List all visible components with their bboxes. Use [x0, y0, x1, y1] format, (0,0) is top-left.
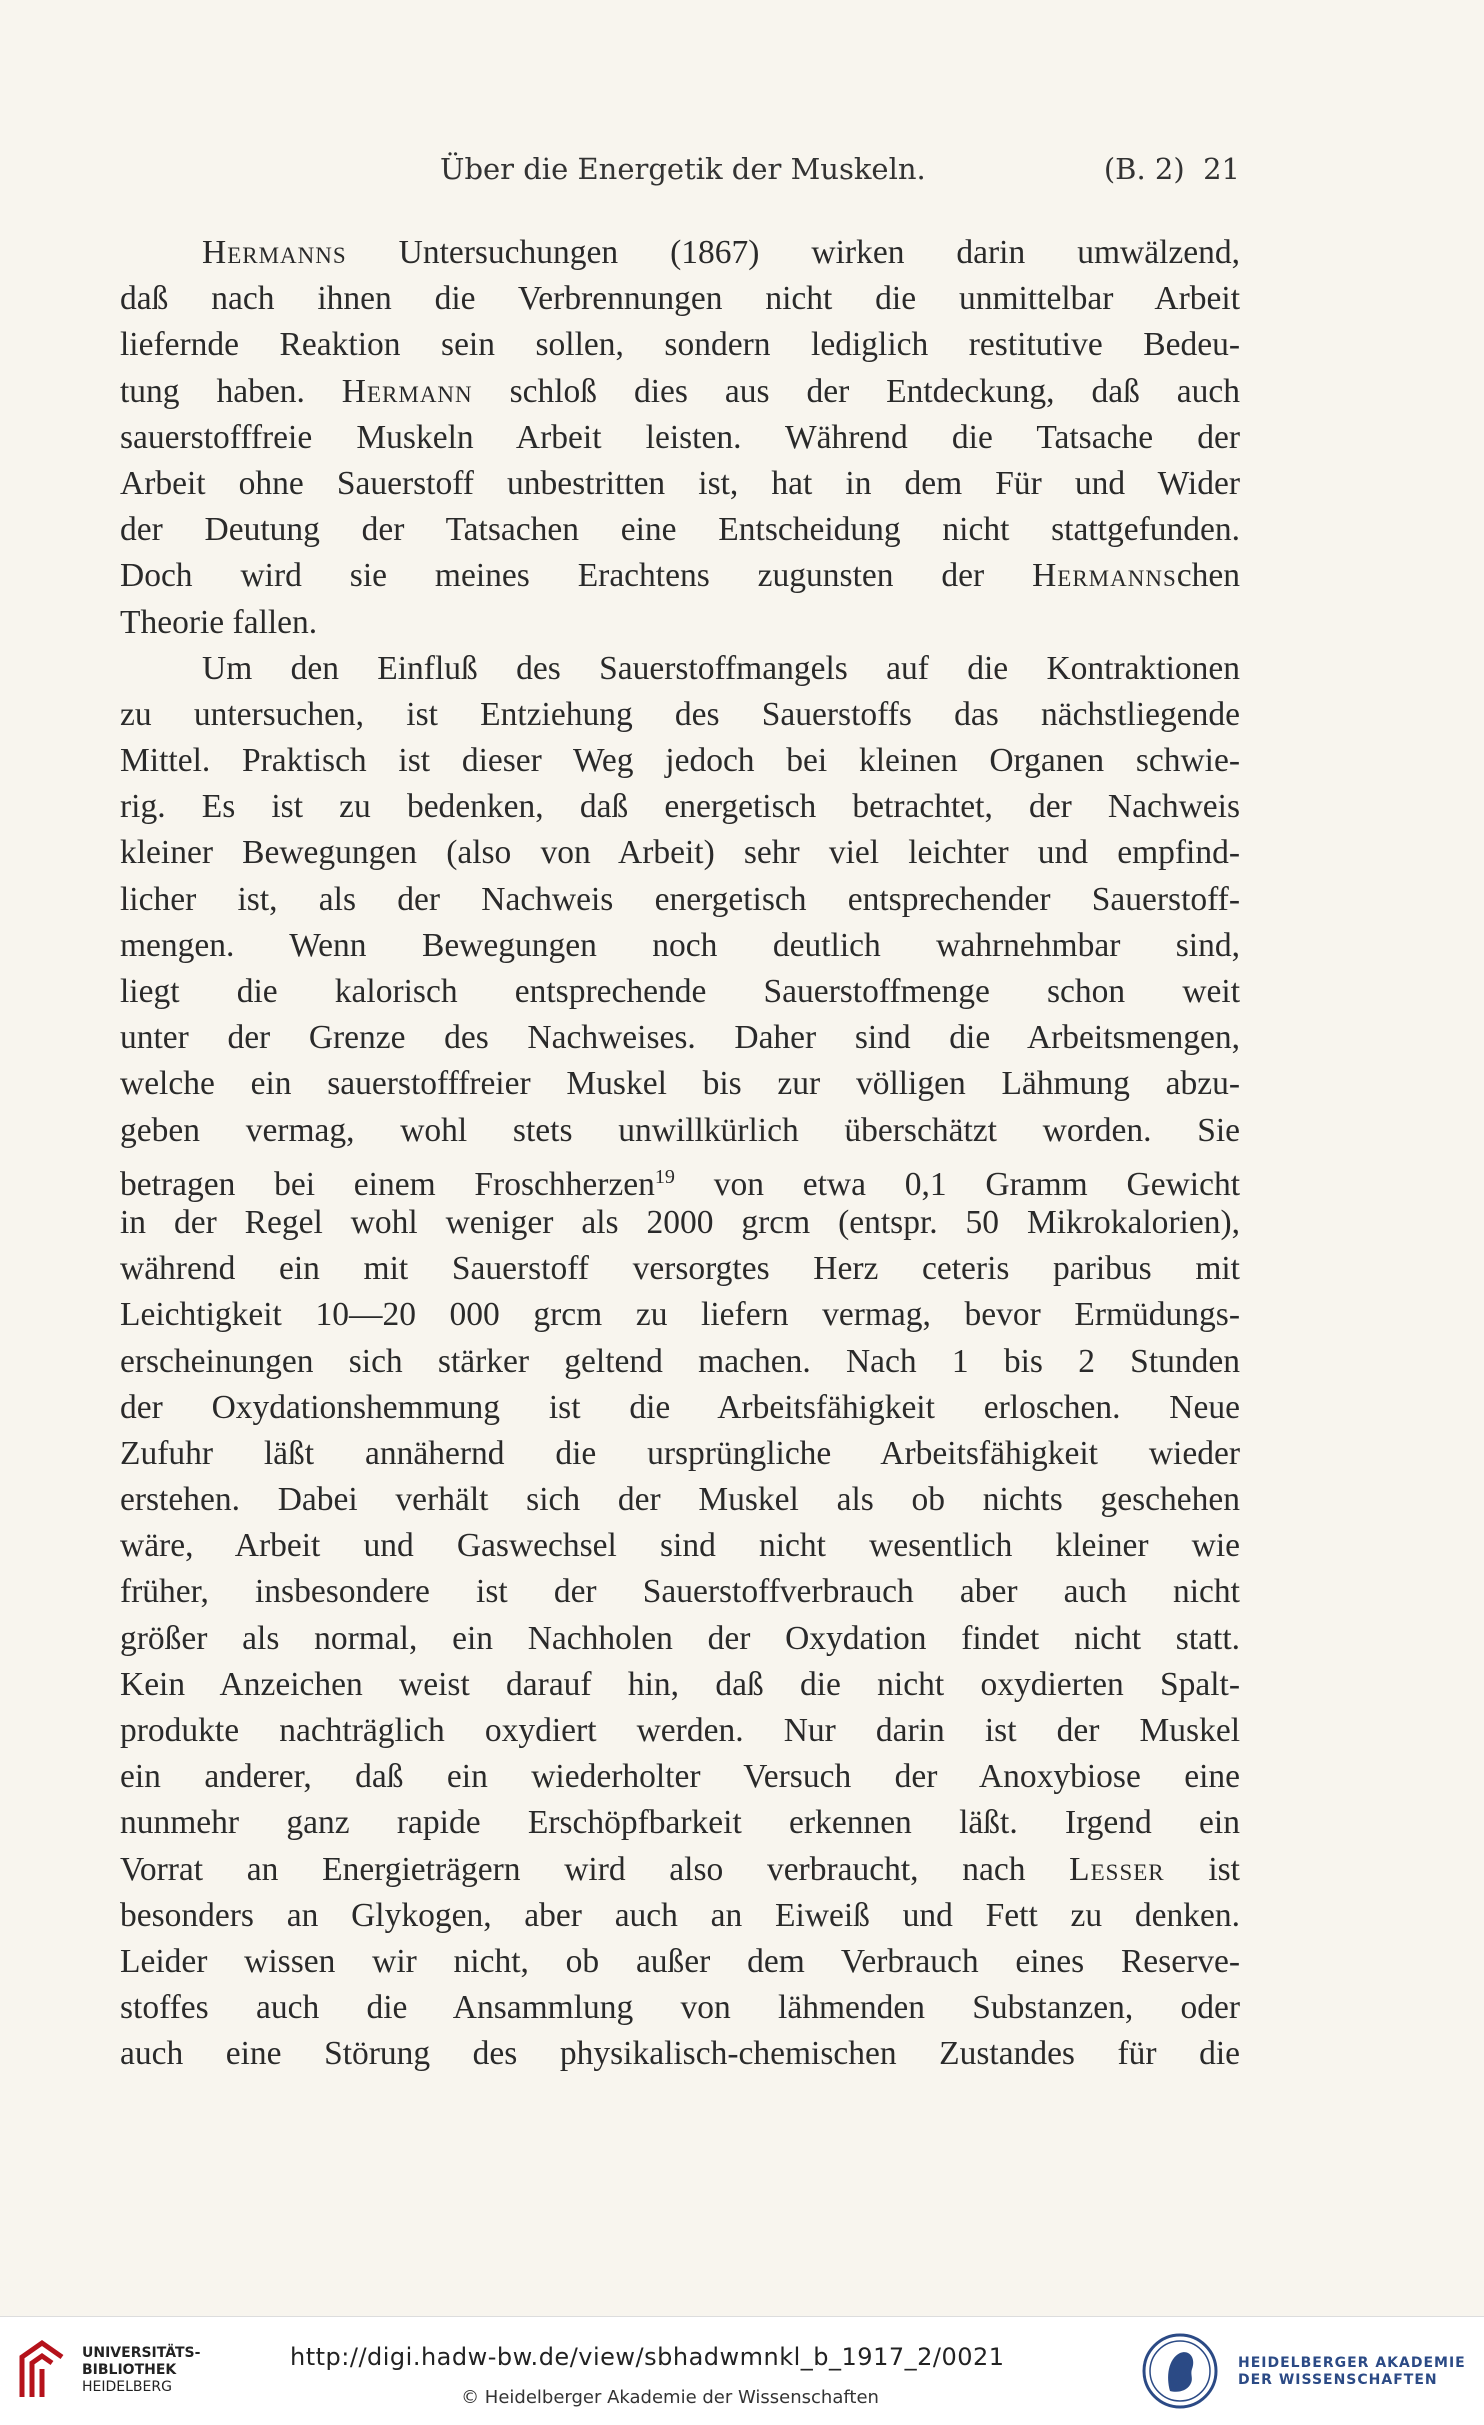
text-segment: wäre, Arbeit und Gaswechsel sind nicht wesentlich kleiner wie — [120, 1527, 1240, 1565]
author-name: Hermanns — [1032, 557, 1177, 595]
text-line — [120, 1800, 1240, 1846]
text-segment: daß nach ihnen die Verbrennungen nicht die unmittelbar Arbeit — [120, 280, 1240, 318]
academy-line-2: DER WISSENSCHAFTEN — [1238, 2372, 1438, 2388]
text-segment: liefernde Reaktion sein sollen, sondern lediglich restitutive Bedeu- — [120, 326, 1240, 364]
text-segment: rig. Es ist zu bedenken, daß energetisch betrachtet, der Nachweis — [120, 788, 1240, 826]
text-segment: besonders an Glykogen, aber auch an Eiweiß und Fett zu denken. — [120, 1896, 1240, 1934]
text-segment: sauerstofffreie Muskeln Arbeit leisten. Während die Tatsache der — [120, 418, 1240, 456]
text-segment: tung haben. — [120, 372, 342, 410]
text-line — [120, 784, 1240, 830]
page-reference — [1104, 152, 1240, 186]
text-segment: Leichtigkeit 10—20 000 grcm zu liefern vermag, bevor Ermüdungs- — [120, 1296, 1240, 1334]
text-segment: Zufuhr läßt annähernd die ursprüngliche Arbeitsfähigkeit wieder — [120, 1434, 1240, 1472]
text-line — [120, 415, 1240, 461]
text-line — [120, 738, 1240, 784]
text-line — [120, 1939, 1240, 1985]
text-line — [120, 1847, 1240, 1893]
author-name: Hermann — [341, 372, 473, 410]
copyright-notice: © Heidelberger Akademie der Wissenschaften — [461, 2387, 879, 2408]
text-segment: von etwa 0,1 Gramm Gewicht — [674, 1165, 1240, 1203]
text-segment: der Deutung der Tatsachen eine Entscheidung nicht stattgefunden. — [120, 511, 1240, 549]
text-segment: stoffes auch die Ansammlung von lähmenden Substanzen, oder — [120, 1989, 1240, 2027]
academy-line-1: HEIDELBERGER AKADEMIE — [1238, 2355, 1466, 2371]
text-line — [120, 1477, 1240, 1523]
running-header — [120, 152, 1240, 196]
text-line — [120, 461, 1240, 507]
text-line — [120, 1015, 1240, 1061]
text-segment: Vorrat an Energieträgern wird also verbraucht, nach — [120, 1850, 1070, 1888]
text-segment: Leider wissen wir nicht, ob außer dem Verbrauch eines Reserve- — [120, 1942, 1240, 1980]
section-ref: (B. 2) — [1103, 152, 1185, 186]
text-line — [120, 1200, 1240, 1246]
text-segment: ist — [1164, 1850, 1240, 1888]
footnote-ref: 19 — [654, 1165, 675, 1188]
text-line — [120, 646, 1240, 692]
text-segment: Doch wird sie meines Erachtens zugunsten der — [120, 557, 1033, 595]
text-line — [120, 1523, 1240, 1569]
permalink-url[interactable]: http://digi.hadw-bw.de/view/sbhadwmnkl_b_1917_2/0021 — [290, 2343, 1005, 2371]
text-segment: Kein Anzeichen weist darauf hin, daß die nicht oxydierten Spalt- — [120, 1665, 1240, 1703]
footer-bar — [0, 2316, 1484, 2425]
text-segment: Um den Einfluß des Sauerstoffmangels auf die Kontraktionen — [202, 649, 1240, 687]
ub-line-3: HEIDELBERG — [82, 2379, 172, 2395]
text-line — [120, 553, 1240, 599]
text-segment: Untersuchungen (1867) wirken darin umwälzend, — [346, 234, 1240, 271]
text-segment: der Oxydationshemmung ist die Arbeitsfähigkeit erloschen. Neue — [120, 1388, 1240, 1426]
page-number: 21 — [1203, 152, 1240, 186]
author-name: Hermanns — [202, 234, 347, 271]
text-segment: erscheinungen sich stärker geltend machen. Nach 1 bis 2 Stunden — [120, 1342, 1240, 1380]
text-line — [120, 322, 1240, 368]
text-segment: welche ein sauerstofffreier Muskel bis zur völligen Lähmung abzu- — [120, 1065, 1240, 1103]
text-segment: größer als normal, ein Nachholen der Oxydation findet nicht statt. — [120, 1619, 1240, 1657]
text-line — [120, 2031, 1240, 2077]
text-line — [120, 1385, 1240, 1431]
text-segment: Mittel. Praktisch ist dieser Weg jedoch bei kleinen Organen schwie- — [120, 742, 1240, 780]
ub-heidelberg-logo-icon — [16, 2339, 68, 2401]
text-segment: erstehen. Dabei verhält sich der Muskel als ob nichts geschehen — [120, 1481, 1240, 1519]
text-segment: unter der Grenze des Nachweises. Daher sind die Arbeitsmengen, — [120, 1019, 1240, 1057]
body-text — [120, 230, 1240, 2078]
text-segment: liegt die kalorisch entsprechende Sauerstoffmenge schon weit — [120, 973, 1240, 1010]
text-line — [120, 1708, 1240, 1754]
text-segment: produkte nachträglich oxydiert werden. Nur darin ist der Muskel — [120, 1712, 1240, 1749]
text-segment: während ein mit Sauerstoff versorgtes Herz ceteris paribus mit — [120, 1250, 1240, 1288]
text-segment: Theorie fallen. — [120, 603, 318, 641]
running-title: Über die Energetik der Muskeln. — [440, 152, 926, 186]
ub-line-1: UNIVERSITÄTS- — [82, 2345, 201, 2361]
text-line — [120, 1061, 1240, 1107]
text-line — [120, 1893, 1240, 1939]
text-line — [120, 507, 1240, 553]
text-line — [120, 1154, 1240, 1203]
text-line — [120, 692, 1240, 738]
ub-heidelberg-name — [82, 2345, 200, 2396]
text-line — [120, 969, 1240, 1015]
text-line — [120, 1616, 1240, 1662]
text-segment: betragen bei einem Froschherzen — [120, 1165, 655, 1203]
text-line — [120, 830, 1240, 876]
text-segment: zu untersuchen, ist Entziehung des Sauerstoffs das nächstliegende — [120, 695, 1240, 733]
text-line — [120, 877, 1240, 923]
text-line — [120, 1339, 1240, 1385]
text-segment: schloß dies aus der Entdeckung, daß auch — [472, 372, 1240, 410]
text-segment: chen — [1176, 557, 1240, 595]
text-segment: kleiner Bewegungen (also von Arbeit) sehr viel leichter und empfind- — [120, 834, 1240, 872]
text-line — [120, 1246, 1240, 1292]
text-line — [120, 1431, 1240, 1477]
text-line — [120, 1108, 1240, 1154]
author-name: Lesser — [1069, 1850, 1165, 1888]
text-segment: geben vermag, wohl stets unwillkürlich überschätzt worden. Sie — [120, 1111, 1240, 1149]
text-segment: Arbeit ohne Sauerstoff unbestritten ist, hat in dem Für und Wider — [120, 464, 1240, 502]
text-segment: in der Regel wohl weniger als 2000 grcm (entspr. 50 Mikrokalorien), — [120, 1203, 1240, 1241]
text-segment: mengen. Wenn Bewegungen noch deutlich wahrnehmbar sind, — [120, 926, 1240, 964]
text-segment: licher ist, als der Nachweis energetisch entsprechender Sauerstoff- — [120, 880, 1240, 918]
academy-seal-icon — [1140, 2329, 1220, 2413]
text-line — [120, 1985, 1240, 2031]
text-segment: ein anderer, daß ein wiederholter Versuch der Anoxybiose eine — [120, 1758, 1240, 1796]
text-line — [120, 369, 1240, 415]
text-line — [120, 923, 1240, 969]
academy-name — [1238, 2355, 1466, 2389]
text-line — [120, 1292, 1240, 1338]
text-segment: früher, insbesondere ist der Sauerstoffverbrauch aber auch nicht — [120, 1573, 1240, 1611]
text-line — [120, 230, 1240, 276]
text-segment: auch eine Störung des physikalisch-chemischen Zustandes für die — [120, 2035, 1240, 2073]
text-line — [120, 276, 1240, 322]
text-line — [120, 600, 1240, 646]
ub-line-2: BIBLIOTHEK — [82, 2362, 177, 2378]
text-line — [120, 1754, 1240, 1800]
text-segment: nunmehr ganz rapide Erschöpfbarkeit erkennen läßt. Irgend ein — [120, 1804, 1240, 1842]
text-line — [120, 1569, 1240, 1615]
text-line — [120, 1662, 1240, 1708]
